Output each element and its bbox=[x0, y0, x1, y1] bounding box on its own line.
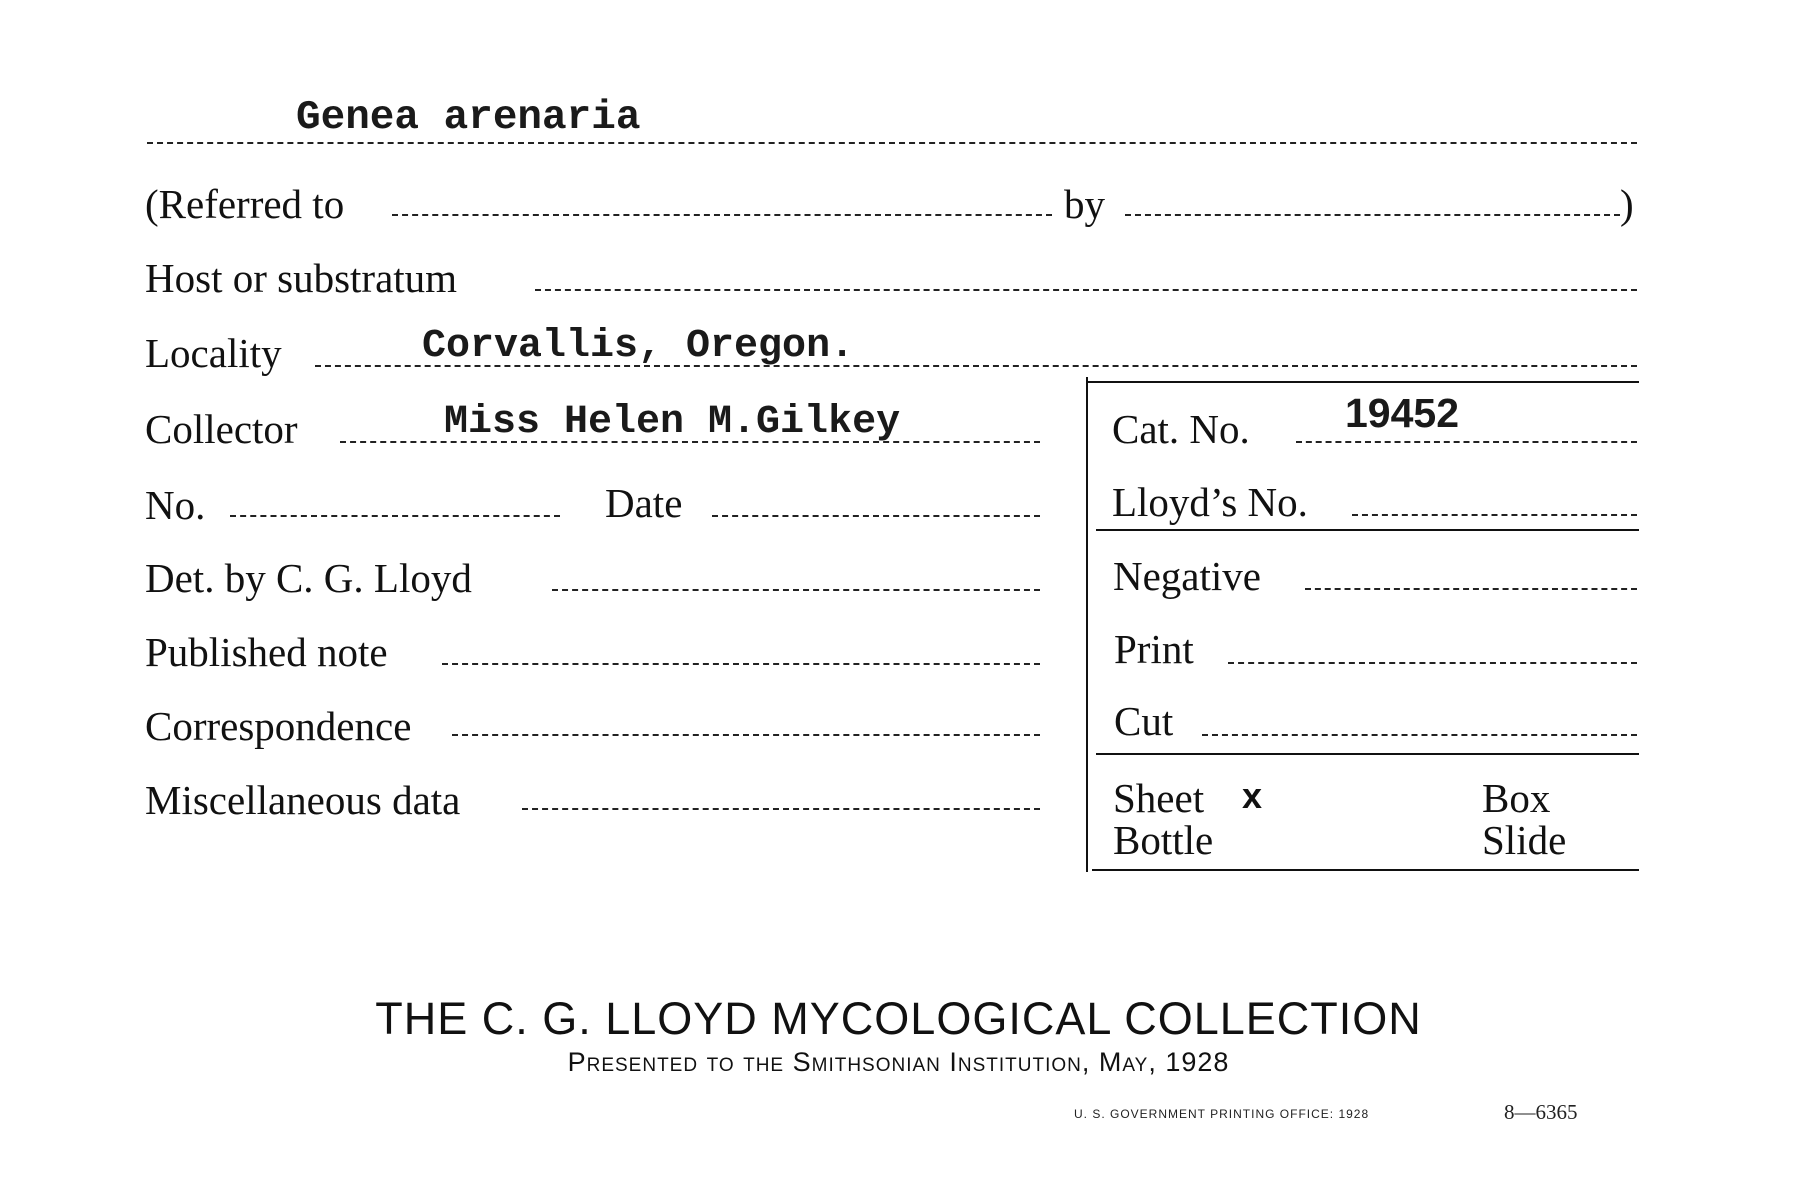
form-number: 8—6365 bbox=[1504, 1100, 1578, 1124]
print-line bbox=[1228, 662, 1637, 664]
box-label: Box bbox=[1482, 775, 1551, 821]
sheet-check-mark: x bbox=[1242, 775, 1263, 816]
correspondence-line bbox=[452, 734, 1040, 736]
date-label: Date bbox=[605, 480, 683, 526]
cut-label: Cut bbox=[1114, 698, 1174, 744]
species-name: Genea arenaria bbox=[296, 95, 641, 141]
by-label: by bbox=[1064, 181, 1105, 227]
right-box-bottom-border bbox=[1092, 869, 1639, 871]
locality-value: Corvallis, Oregon. bbox=[422, 324, 855, 369]
species-line bbox=[147, 142, 1637, 144]
printer-imprint: U. S. GOVERNMENT PRINTING OFFICE: 1928 bbox=[1074, 1107, 1370, 1121]
sheet-label: Sheet bbox=[1113, 775, 1205, 821]
collector-label: Collector bbox=[145, 406, 298, 452]
right-box-top-border bbox=[1086, 381, 1639, 383]
referred-to-line bbox=[392, 214, 1052, 216]
negative-line bbox=[1305, 588, 1637, 590]
no-line bbox=[230, 515, 560, 517]
negative-label: Negative bbox=[1113, 553, 1261, 599]
collector-value: Miss Helen M.Gilkey bbox=[444, 400, 901, 445]
by-line bbox=[1125, 214, 1620, 216]
published-note-line bbox=[442, 663, 1040, 665]
det-by-label: Det. by C. G. Lloyd bbox=[145, 555, 472, 601]
right-box-divider-2 bbox=[1096, 753, 1639, 755]
cut-line bbox=[1202, 734, 1637, 736]
locality-label: Locality bbox=[145, 330, 282, 376]
no-label: No. bbox=[145, 482, 206, 528]
published-note-label: Published note bbox=[145, 629, 388, 675]
print-label: Print bbox=[1114, 626, 1194, 672]
det-by-line bbox=[552, 589, 1040, 591]
bottle-label: Bottle bbox=[1113, 817, 1214, 863]
misc-line bbox=[522, 808, 1040, 810]
slide-label: Slide bbox=[1482, 817, 1567, 863]
misc-label: Miscellaneous data bbox=[145, 777, 461, 823]
date-line bbox=[712, 515, 1040, 517]
cat-no-label: Cat. No. bbox=[1112, 406, 1250, 452]
correspondence-label: Correspondence bbox=[145, 703, 412, 749]
collection-title: THE C. G. LLOYD MYCOLOGICAL COLLECTION bbox=[375, 993, 1422, 1044]
cat-no-line bbox=[1296, 441, 1637, 443]
host-line bbox=[535, 289, 1637, 291]
referred-close-paren: ) bbox=[1620, 181, 1634, 227]
cat-no-value: 19452 bbox=[1345, 390, 1460, 436]
host-label: Host or substratum bbox=[145, 255, 458, 301]
right-box-divider-1 bbox=[1096, 529, 1639, 531]
lloyds-no-line bbox=[1352, 514, 1637, 516]
referred-to-label: (Referred to bbox=[145, 181, 345, 227]
right-box-left-border bbox=[1086, 377, 1088, 872]
lloyds-no-label: Lloyd’s No. bbox=[1112, 479, 1308, 525]
collection-subtitle: Presented to the Smithsonian Institution, May, 1928 bbox=[567, 1047, 1230, 1077]
